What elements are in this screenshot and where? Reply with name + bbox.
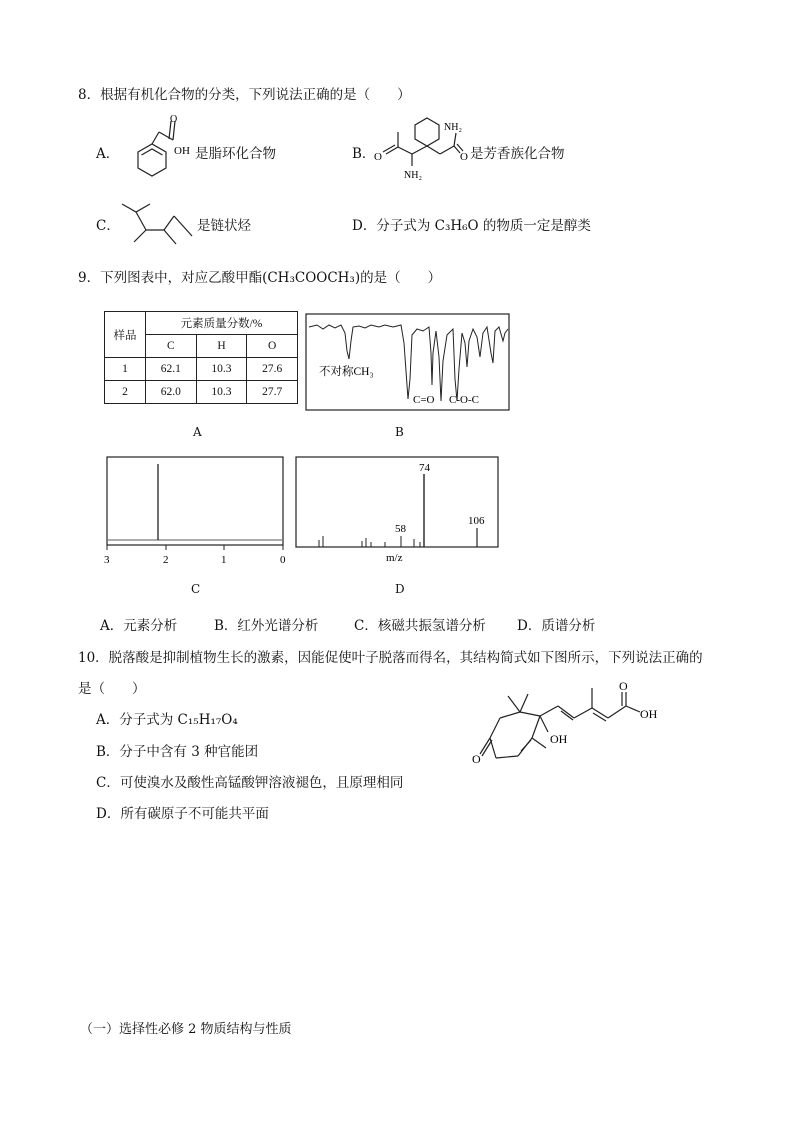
q9-ir-spectrum — [305, 313, 511, 411]
q10-option-a: A．分子式为 C₁₅H₁₇O₄ — [96, 712, 238, 728]
q9-caption-c: C — [191, 582, 201, 596]
table-cell: 62.0 — [146, 381, 197, 404]
q8-option-b-letter: B． — [352, 146, 376, 162]
ms-peak-58: 58 — [395, 523, 406, 535]
q10-option-b: B．分子中含有 3 种官能团 — [96, 744, 259, 760]
q10-stem-line2: 是（ ） — [78, 681, 146, 697]
svg-text:O: O — [460, 151, 468, 163]
q8-stem: 8．根据有机化合物的分类，下列说法正确的是（ ） — [78, 87, 411, 103]
table-cell: 62.1 — [146, 358, 197, 381]
table-cell: 27.7 — [247, 381, 298, 404]
ms-xlabel: m/z — [386, 552, 403, 564]
q10-cooh-o-label: O — [619, 682, 628, 693]
q10-oh-label: OH — [550, 732, 568, 746]
q10-option-c: C．可使溴水及酸性高锰酸钾溶液褪色，且原理相同 — [96, 775, 404, 791]
table-col-c: C — [146, 335, 197, 358]
svg-text:O: O — [374, 151, 382, 163]
table-col-o: O — [247, 335, 298, 358]
table-col-h: H — [196, 335, 247, 358]
ms-peak-106: 106 — [468, 515, 485, 527]
ir-coc-label: C-O-C — [449, 394, 479, 406]
q9-option-b: B．红外光谱分析 — [214, 618, 319, 634]
q8-a-oh-label: OH — [174, 145, 190, 157]
table-row-header: 样品 — [105, 312, 146, 358]
q9-nmr-spectrum — [98, 454, 294, 570]
q10-abscisic-acid-structure — [470, 682, 690, 782]
table-row — [105, 381, 298, 404]
q10-option-d: D．所有碳原子不可能共平面 — [96, 806, 269, 822]
table-row — [105, 358, 298, 381]
section-title: （一）选择性必修 2 物质结构与性质 — [80, 1022, 292, 1037]
q8-option-c-letter: C． — [96, 218, 120, 234]
table-cell: 10.3 — [196, 381, 247, 404]
q8-option-a-text: 是脂环化合物 — [195, 146, 276, 162]
nmr-tick-2: 2 — [163, 554, 169, 566]
table-group-header: 元素质量分数/% — [146, 312, 298, 335]
ir-co-label: C=O — [413, 394, 435, 406]
q10-cooh-oh-label: OH — [640, 707, 658, 721]
q8-option-b-structure — [372, 108, 474, 184]
q9-stem: 9．下列图表中，对应乙酸甲酯(CH₃COOCH₃)的是（ ） — [78, 270, 442, 286]
table-cell: 1 — [105, 358, 146, 381]
q8-option-c-structure — [116, 194, 200, 248]
q9-mass-spectrum — [295, 456, 501, 568]
q9-option-c: C．核磁共振氢谱分析 — [354, 618, 486, 634]
q9-caption-b: B — [395, 425, 404, 439]
svg-text:O: O — [170, 114, 178, 125]
q8-option-d: D．分子式为 C₃H₆O 的物质一定是醇类 — [352, 218, 591, 234]
table-cell: 2 — [105, 381, 146, 404]
nmr-tick-0: 0 — [280, 554, 286, 566]
q10-stem-line1: 10．脱落酸是抑制植物生长的激素，因能促使叶子脱落而得名，其结构简式如下图所示，下列说法正确的 — [78, 650, 703, 666]
ir-ch3-label: 不对称CH₃ — [319, 366, 374, 378]
q9-option-a: A．元素分析 — [100, 618, 178, 634]
q8-option-a-structure — [118, 112, 198, 184]
nmr-tick-1: 1 — [221, 554, 227, 566]
q8-b-nh2-top: NH₂ — [444, 122, 462, 133]
q8-b-nh2-bottom: NH₂ — [404, 170, 422, 181]
q8-option-b-text: 是芳香族化合物 — [470, 146, 565, 162]
ms-peak-74: 74 — [419, 462, 430, 474]
nmr-tick-3: 3 — [104, 554, 110, 566]
q8-option-a-letter: A． — [96, 146, 120, 162]
q8-option-c-text: 是链状烃 — [197, 218, 251, 234]
table-cell: 27.6 — [247, 358, 298, 381]
q9-caption-d: D — [395, 582, 405, 596]
q9-option-d: D．质谱分析 — [517, 618, 596, 634]
q9-caption-a: A — [193, 425, 202, 439]
table-cell: 10.3 — [196, 358, 247, 381]
q10-o-label: O — [472, 752, 481, 766]
q9-element-table — [104, 311, 298, 404]
